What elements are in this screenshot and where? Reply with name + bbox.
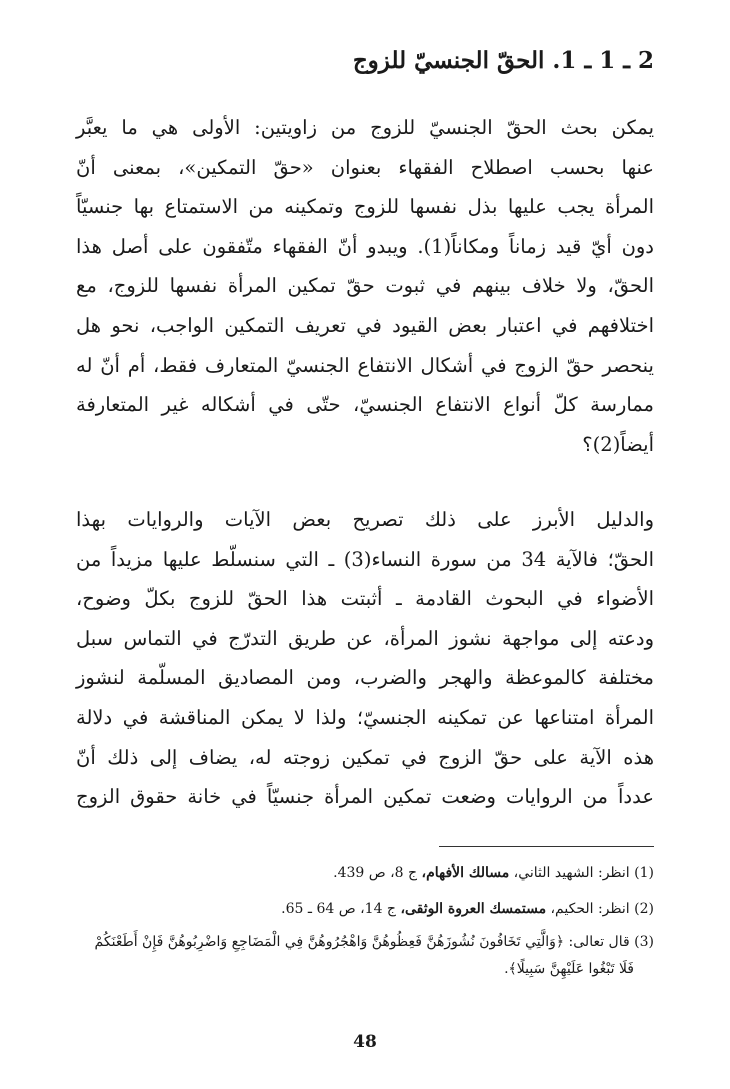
paragraph-line: المرأة يجب عليها بذل نفسها للزوج وتمكينه من الاستمتاع بها جنسيّاً: [76, 195, 654, 219]
footnote-book-title: مستمسك العروة الوثقى،: [400, 901, 547, 917]
footnote-quran-verse: فَلَا تَبْغُوا عَلَيْهِنَّ سَبِيلًا﴾.: [504, 961, 634, 977]
footnote-3-continuation: [54, 958, 634, 980]
paragraph-2: [76, 500, 654, 817]
paragraph-line: ينحصر حقّ الزوج في أشكال الانتفاع الجنسيّ المتعارف فقط، أم أنّ له: [76, 353, 654, 377]
paragraph-line: الحقّ، ولا خلاف بينهم في ثبوت حقّ تمكين المرأة نفسها للزوج، مع: [76, 274, 654, 298]
footnote-2: [74, 898, 654, 920]
footnote-quran-verse: قال تعالى: ﴿وَالَّتِي تَخَافُونَ نُشُوزَهُنَّ فَعِظُوهُنَّ وَاهْجُرُوهُنَّ فِي الْمَضَاجِعِ وَاضْرِبُوهُنَّ فَإِنْ أَطَعْنَكُمْ: [94, 934, 630, 950]
footnote-marker: (2): [634, 901, 654, 917]
footnote-citation: ج 14، ص 64 ـ 65.: [281, 901, 396, 917]
footnote-book-title: مسالك الأفهام،: [421, 865, 510, 881]
paragraph-line: هذه الآية على حقّ الزوج في تمكين زوجته له، يضاف إلى ذلك أنّ: [76, 745, 654, 769]
paragraph-line: المرأة امتناعها عن تمكينه الجنسيّ؛ ولذا لا يمكن المناقشة في دلالة: [76, 705, 654, 729]
footnote-text: انظر: الشهيد الثاني،: [513, 865, 630, 881]
footnote-divider: [439, 846, 654, 847]
footnote-1: [74, 862, 654, 884]
paragraph-line: ممارسة كلّ أنواع الانتفاع الجنسيّ، حتّى في أشكاله غير المتعارفة: [76, 393, 654, 417]
footnote-text: انظر: الحكيم،: [550, 901, 630, 917]
paragraph-line: الأضواء في البحوث القادمة ـ أثبتت هذا الحقّ للزوج بكلّ وضوح،: [76, 587, 654, 611]
paragraph-line: مختلفة كالموعظة والهجر والضرب، ومن المصاديق المسلّمة لنشوز: [76, 666, 654, 690]
paragraph-1: [76, 108, 654, 464]
paragraph-line: عنها بحسب اصطلاح الفقهاء بعنوان «حقّ التمكين»، بمعنى أنّ: [76, 155, 654, 179]
paragraph-line: يمكن بحث الحقّ الجنسيّ للزوج من زاويتين: الأولى هي ما يعبَّر: [76, 116, 654, 139]
paragraph-line: ودعته إلى مواجهة نشوز المرأة، عن طريق التدرّج في التماس سبل: [76, 626, 654, 650]
paragraph-line: الحقّ؛ فالآية 34 من سورة النساء(3) ـ التي سنسلّط عليها مزيداً من: [76, 547, 654, 571]
footnote-citation: ج 8، ص 439.: [333, 865, 418, 881]
paragraph-line: عدداً من الروايات وضعت تمكين المرأة جنسيّاً في خانة حقوق الزوج: [76, 785, 654, 809]
footnote-3: [74, 931, 654, 953]
paragraph-line: والدليل الأبرز على ذلك تصريح بعض الآيات والروايات بهذا: [76, 508, 654, 531]
paragraph-line: أيضاً(2)؟: [582, 432, 654, 456]
footnote-marker: (3): [634, 934, 654, 950]
paragraph-line: اختلافهم في اعتبار بعض القيود في تعريف التمكين الواجب، نحو هل: [76, 313, 654, 337]
page-number: 48: [353, 1032, 377, 1052]
footnote-marker: (1): [634, 865, 654, 881]
paragraph-line: دون أيّ قيد زماناً ومكاناً(1). ويبدو أنّ الفقهاء متّفقون على أصل هذا: [76, 234, 654, 258]
section-heading: 2 ـ 1 ـ 1. الحقّ الجنسيّ للزوج: [352, 47, 654, 74]
